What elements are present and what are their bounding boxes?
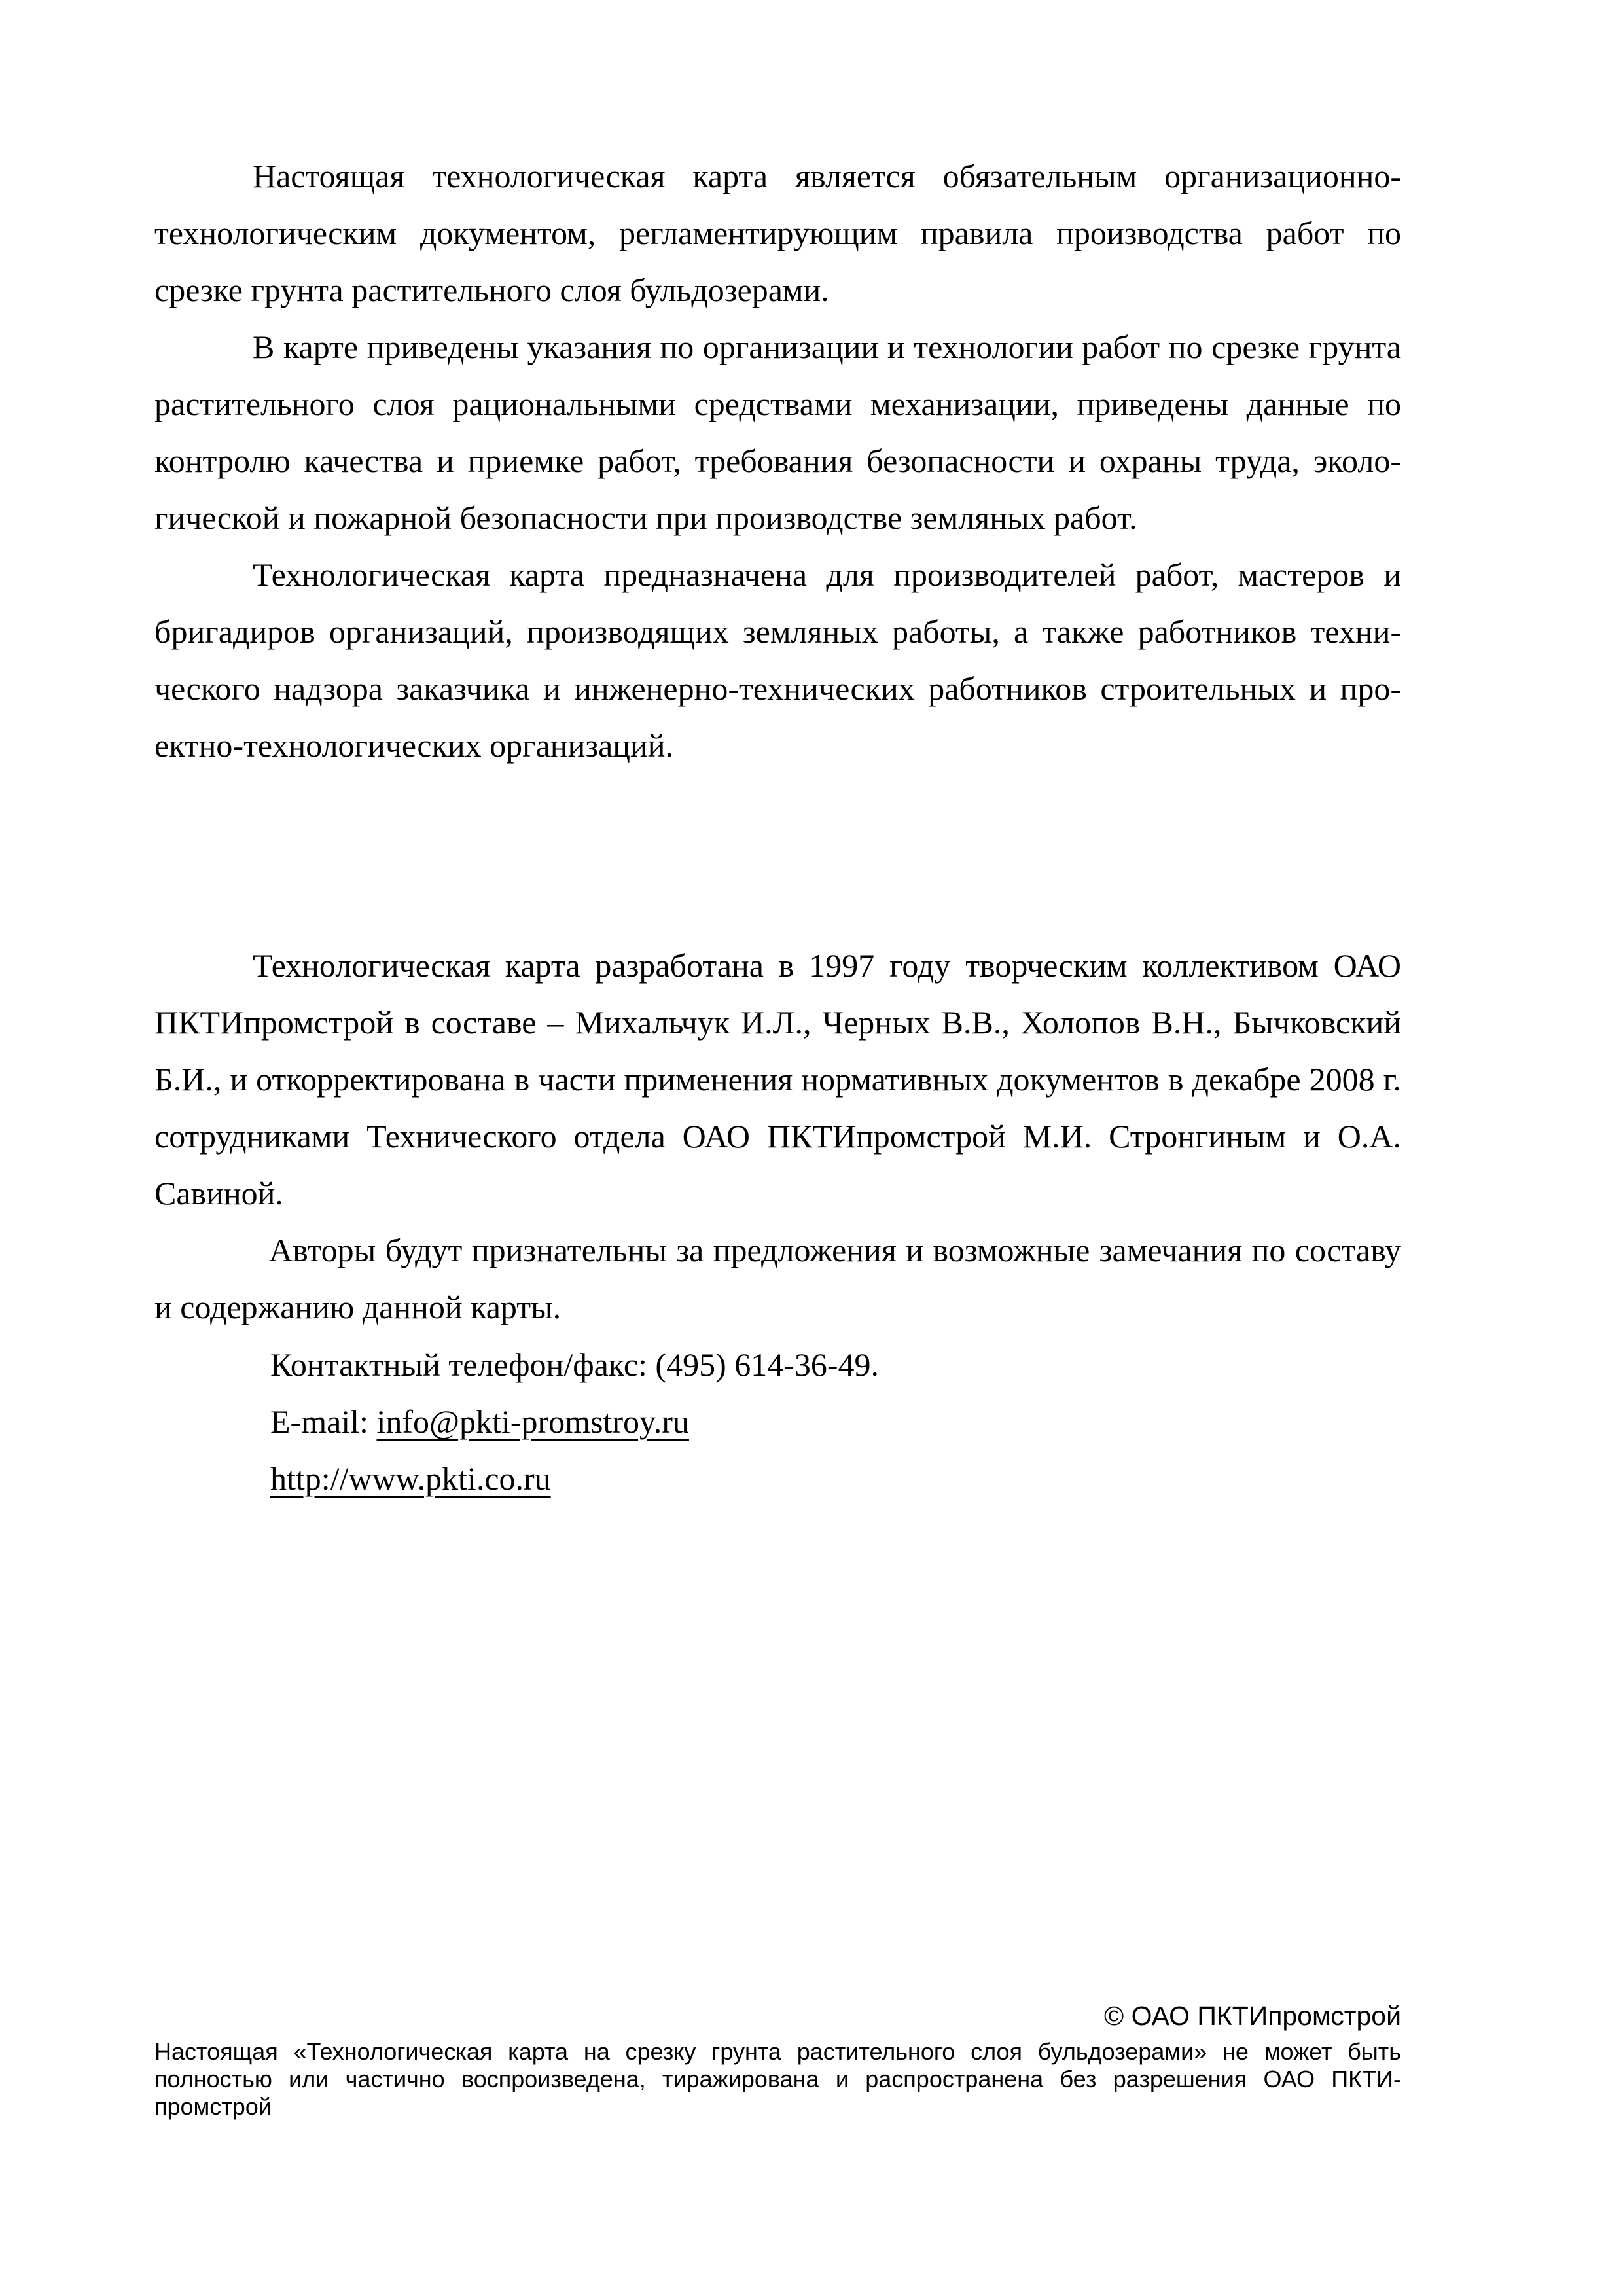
feedback-paragraph: Авторы будут признательны за предложения и возможные замечания по составу и содержанию данной карты. [154, 1232, 1401, 1325]
copyright-notice: Настоящая «Технологическая карта на срезку грунта растительного слоя бульдозерами» не может быть полностью или частично воспроизведена, тиражирована и распространена без разрешения ОАО ПКТИпромстрой [154, 2038, 1401, 2120]
authors-paragraph: Технологическая карта разработана в 1997 году творческим коллективом ОАО ПКТИпромстрой в составе – Михальчук И.Л., Черных В.В., Холопов В.Н., Бычковский Б.И., и откорректирована в части применения нормативных документов в декабре 2008 г. сотрудниками Технического отдела ОАО ПКТИпромстрой М.И. Стронгиным и О.А. Савиной. [154, 947, 1401, 1211]
email-link[interactable]: info@pkti-promstroy.ru [376, 1403, 689, 1440]
intro-section [154, 148, 1401, 774]
copyright-line: © ОАО ПКТИпромстрой [1104, 2001, 1401, 2031]
website-line [270, 1450, 1383, 1507]
authors-section [154, 937, 1401, 1336]
contacts-section [270, 1336, 1383, 1507]
intro-paragraph-purpose: Настоящая технологическая карта является обязательным организационно-технологическим документом, регламентирующим правила производства работ по срезке грунта растительного слоя бульдозерами. [154, 158, 1401, 308]
email-label: E-mail: [270, 1403, 377, 1440]
intro-paragraph-audience: Технологическая карта предназначена для производителей работ, мастеров и бригадиров организаций, производящих земляных работы, а также работников технического надзора заказчика и инженерно-технических работников строительных и проектно-технологических организаций. [154, 556, 1401, 764]
intro-paragraph-contents: В карте приведены указания по организации и технологии работ по срезке грунта растительного слоя рациональными средствами механизации, приведены данные по контролю качества и приемке работ, требования безопасности и охраны труда, экологической и пожарной безопасности при производстве земляных работ. [154, 329, 1401, 536]
website-link[interactable]: http://www.pkti.co.ru [270, 1460, 551, 1497]
phone-line: Контактный телефон/факс: (495) 614-36-49. [270, 1346, 880, 1383]
copyright-section [154, 2000, 1401, 2121]
email-line [270, 1393, 1383, 1450]
